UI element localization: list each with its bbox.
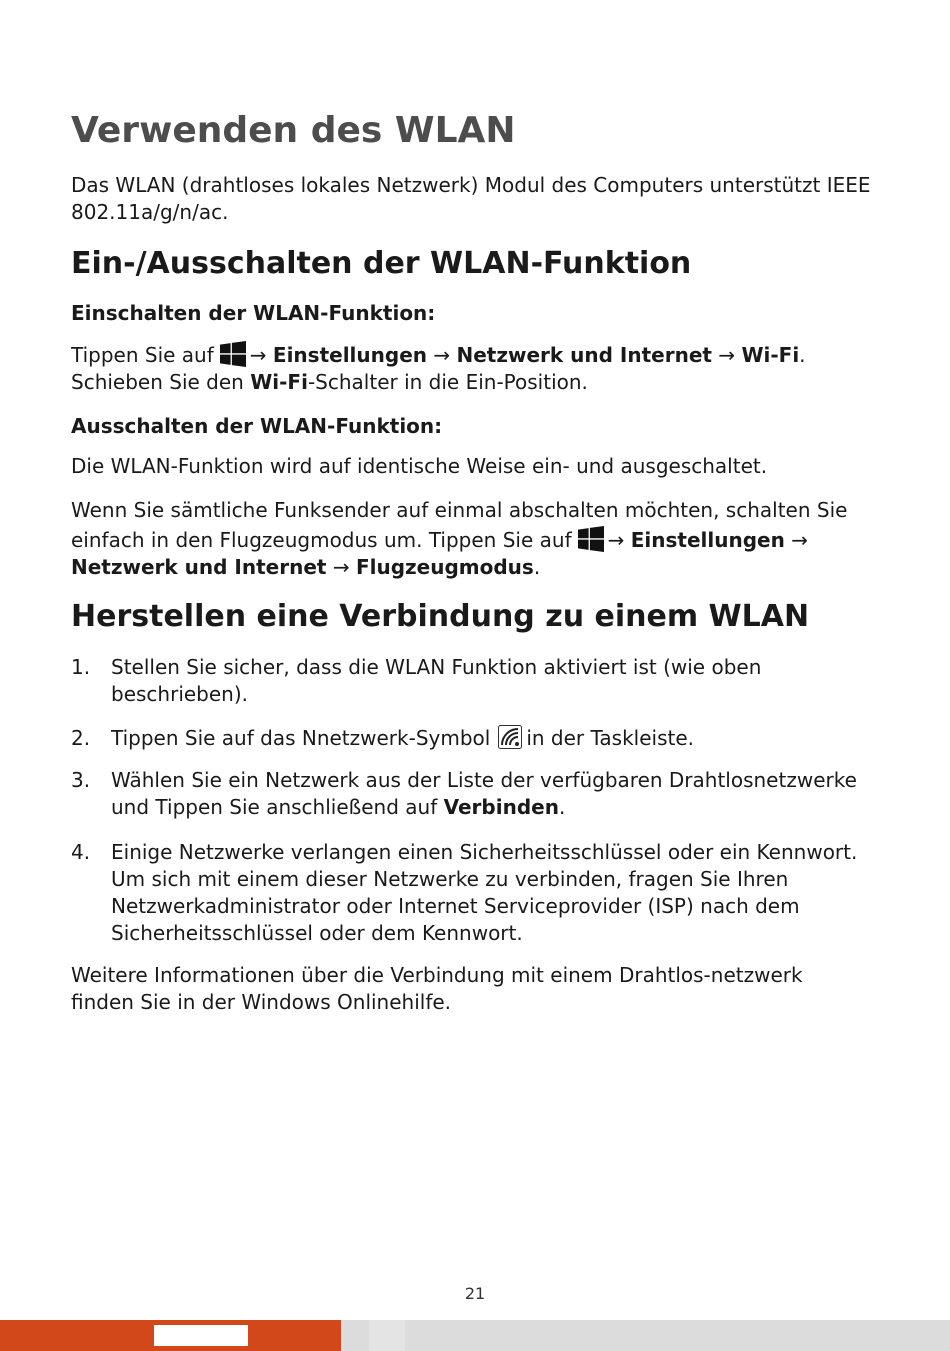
arrow: → [332,555,350,579]
menu-path-network: Netzwerk und Internet [71,555,327,579]
enable-instructions [71,341,891,396]
footer-gray-segment [369,1320,405,1351]
arrow: → [433,343,451,367]
closing-paragraph [71,962,891,1016]
punctuation: . [533,555,541,579]
arrow: → [791,528,808,552]
text: und Tippen Sie anschließend auf [111,795,438,819]
text: in der Taskleiste. [526,726,695,750]
airplane-mode-paragraph [71,497,891,581]
arrow: → [607,528,625,552]
menu-path-wifi: Wi-Fi [741,343,800,367]
wifi-label: Wi-Fi [250,370,308,394]
menu-path-airplane: Flugzeugmodus [355,555,534,579]
text: Tippen Sie auf das Nnetzwerk-Symbol [111,726,491,750]
step-text: Um sich mit einem dieser Netzwerke zu verbinden, fragen Sie Ihren [111,867,789,891]
text: -Schalter in die Ein-Position. [307,370,588,394]
step-text [111,794,891,821]
text: einfach in den Flugzeugmodus um. Tippen Sie auf [71,528,572,552]
airplane-line-2 [71,526,891,554]
enable-line-2 [71,369,891,396]
step-number: 1. [71,655,91,679]
punctuation: . [558,795,566,819]
arrow: → [249,343,267,367]
section-heading-connect: Herstellen eine Verbindung zu einem WLAN [71,599,810,634]
airplane-line-1: Wenn Sie sämtliche Funksender auf einmal abschalten möchten, schalten Sie [71,498,848,522]
section-heading-toggle: Ein-/Ausschalten der WLAN-Funktion [71,246,692,281]
subheading-enable: Einschalten der WLAN-Funktion: [71,301,436,325]
step-number: 2. [71,726,91,750]
disable-text: Die WLAN-Funktion wird auf identische Weise ein- und ausgeschaltet. [71,454,768,478]
connect-steps-list [71,654,891,947]
step-text [111,725,891,752]
menu-path-network: Netzwerk und Internet [456,343,712,367]
step-text: Einige Netzwerke verlangen einen Sicherheitsschlüssel oder ein Kennwort. [111,840,858,864]
step-text: Stellen Sie sicher, dass die WLAN Funktion aktiviert ist (wie oben [111,655,762,679]
footer-highlight-block [154,1325,248,1346]
text: Schieben Sie den [71,370,244,394]
airplane-line-3 [71,554,891,581]
step-text: Netzwerkadministrator oder Internet Serviceprovider (ISP) nach dem [111,894,800,918]
arrow: → [718,343,736,367]
footer-gray-block [341,1320,950,1351]
enable-line-1 [71,341,891,369]
step-number: 3. [71,768,91,792]
list-item [71,839,891,947]
footer-bar [0,1320,950,1351]
menu-path-settings: Einstellungen [630,528,785,552]
menu-path-settings: Einstellungen [272,343,427,367]
connect-label: Verbinden [443,795,559,819]
subheading-disable: Ausschalten der WLAN-Funktion: [71,414,443,438]
list-item [71,725,891,752]
page-number: 21 [464,1284,486,1303]
intro-text: Das WLAN (drahtloses lokales Netzwerk) Modul des Computers unterstützt IEEE 802.11a/g/n/ac. [71,173,871,224]
intro-paragraph [71,172,891,226]
step-number: 4. [71,840,91,864]
step-text: Wählen Sie ein Netzwerk aus der Liste der verfügbaren Drahtlosnetzwerke [111,768,857,792]
windows-start-icon [220,341,246,367]
wifi-network-icon [498,725,522,749]
enable-prefix: Tippen Sie auf [71,343,214,367]
list-item [71,654,891,708]
windows-start-icon [578,526,604,552]
step-text: beschrieben). [111,682,249,706]
closing-line-2: finden Sie in der Windows Onlinehilfe. [71,990,452,1014]
punctuation: . [799,343,806,367]
list-item [71,767,891,821]
closing-line-1: Weitere Informationen über die Verbindung mit einem Drahtlos-netzwerk [71,963,803,987]
page-title: Verwenden des WLAN [71,110,516,151]
step-text: Sicherheitsschlüssel oder dem Kennwort. [111,921,523,945]
